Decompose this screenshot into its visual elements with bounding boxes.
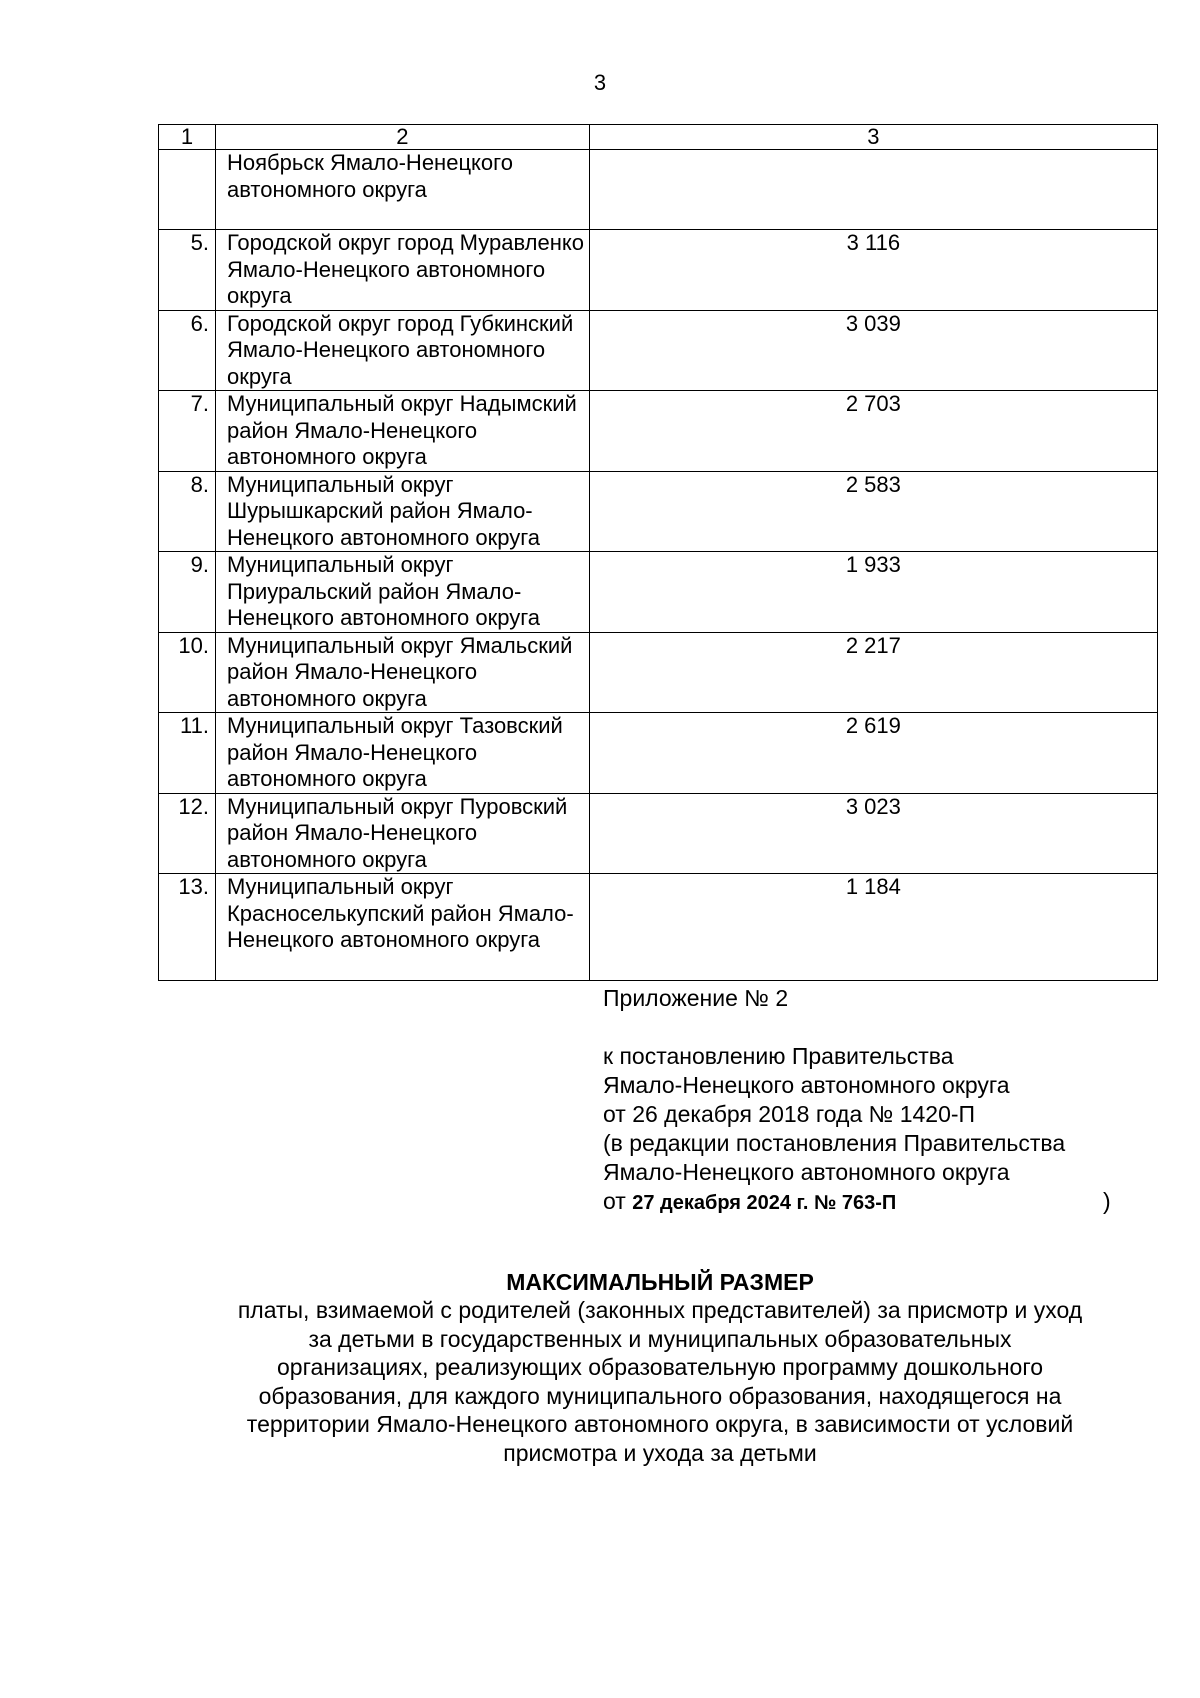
- subtitle-line: за детьми в государственных и муниципальных образовательных: [308, 1325, 1012, 1352]
- table-row: [159, 552, 1158, 633]
- table-row: [159, 793, 1158, 874]
- row-number: 12.: [159, 793, 216, 874]
- document-heading: МАКСИМАЛЬНЫЙ РАЗМЕР: [506, 1269, 814, 1295]
- fee-table: [158, 124, 1158, 981]
- subtitle-line: платы, взимаемой с родителей (законных представителей) за присмотр и уход: [237, 1297, 1083, 1323]
- fee-value: 1 933: [589, 552, 1157, 633]
- header-col-3: 3: [589, 125, 1157, 150]
- header-col-2: 2: [215, 125, 589, 150]
- row-number: 6.: [159, 310, 216, 391]
- row-number: 9.: [159, 552, 216, 633]
- subtitle-line: территории Ямало-Ненецкого автономного округа, в зависимости от условий: [246, 1411, 1074, 1437]
- municipality-name: Муниципальный округ Приуральский район Ямало-Ненецкого автономного округа: [215, 552, 589, 633]
- municipality-name: Городской округ город Губкинский Ямало-Ненецкого автономного округа: [215, 310, 589, 391]
- appendix-line: Ямало-Ненецкого автономного округа: [603, 1072, 1010, 1098]
- appendix-amendment-line: [603, 1187, 1163, 1218]
- fee-value: 3 116: [589, 230, 1157, 311]
- municipality-name: Муниципальный округ Красноселькупский район Ямало-Ненецкого автономного округа: [215, 874, 589, 981]
- fee-value: 3 023: [589, 793, 1157, 874]
- appendix-block: [603, 984, 1163, 1218]
- municipality-name: Муниципальный округ Тазовский район Ямало-Ненецкого автономного округа: [215, 713, 589, 794]
- subtitle-line: образования, для каждого муниципального образования, находящегося на: [258, 1382, 1062, 1409]
- row-number: 7.: [159, 391, 216, 472]
- fee-value: 2 217: [589, 632, 1157, 713]
- row-number: 5.: [159, 230, 216, 311]
- table-header-row: [159, 125, 1158, 150]
- header-col-1: 1: [159, 125, 216, 150]
- amendment-date-number: 27 декабря 2024 г. № 763-П: [632, 1192, 897, 1214]
- row-number: 10.: [159, 632, 216, 713]
- row-number: [159, 150, 216, 230]
- row-number: 13.: [159, 874, 216, 981]
- fee-value: 2 619: [589, 713, 1157, 794]
- appendix-title: Приложение № 2: [603, 985, 789, 1011]
- table-row: [159, 310, 1158, 391]
- table-row: [159, 713, 1158, 794]
- appendix-line: к постановлению Правительства: [603, 1043, 954, 1069]
- document-subtitle: [150, 1296, 1170, 1467]
- appendix-date-prefix: от: [603, 1188, 626, 1214]
- closing-parenthesis: ): [1103, 1188, 1111, 1214]
- fee-value: 2 703: [589, 391, 1157, 472]
- table-row: [159, 150, 1158, 230]
- fee-value: 1 184: [589, 874, 1157, 981]
- page-number: 3: [593, 70, 607, 95]
- table-row: [159, 230, 1158, 311]
- table-row: [159, 632, 1158, 713]
- row-number: 8.: [159, 471, 216, 552]
- municipality-name: Городской округ город Муравленко Ямало-Ненецкого автономного округа: [215, 230, 589, 311]
- municipality-name: Муниципальный округ Надымский район Ямало-Ненецкого автономного округа: [215, 391, 589, 472]
- fee-value: 3 039: [589, 310, 1157, 391]
- appendix-line: от 26 декабря 2018 года № 1420-П: [603, 1101, 976, 1127]
- row-number: 11.: [159, 713, 216, 794]
- fee-value: 2 583: [589, 471, 1157, 552]
- municipality-name: Муниципальный округ Ямальский район Ямало-Ненецкого автономного округа: [215, 632, 589, 713]
- table-row: [159, 471, 1158, 552]
- municipality-name: Муниципальный округ Пуровский район Ямало-Ненецкого автономного округа: [215, 793, 589, 874]
- table-row: [159, 391, 1158, 472]
- appendix-line: Ямало-Ненецкого автономного округа: [603, 1159, 1010, 1185]
- subtitle-line: организациях, реализующих образовательную программу дошкольного: [276, 1354, 1044, 1380]
- subtitle-line: присмотра и ухода за детьми: [503, 1439, 817, 1466]
- table-row: [159, 874, 1158, 981]
- municipality-name: Ноябрьск Ямало-Ненецкого автономного округа: [215, 150, 589, 230]
- appendix-line: (в редакции постановления Правительства: [603, 1130, 1066, 1156]
- municipality-name: Муниципальный округ Шурышкарский район Ямало-Ненецкого автономного округа: [215, 471, 589, 552]
- fee-value: [589, 150, 1157, 230]
